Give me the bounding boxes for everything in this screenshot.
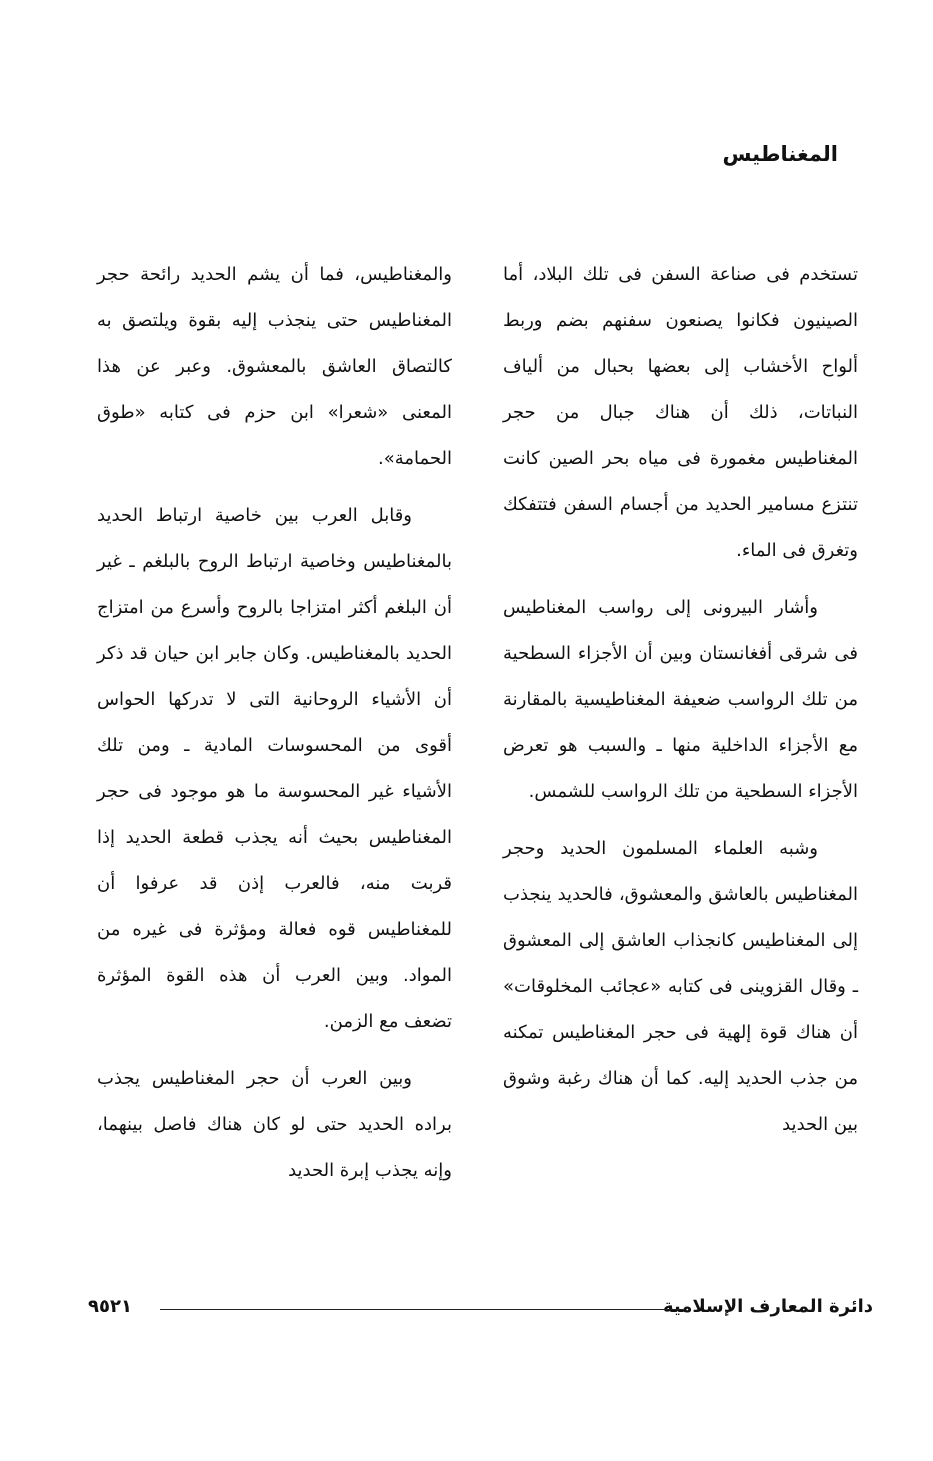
paragraph: وأشار البيرونى إلى رواسب المغناطيس فى شرقى أفغانستان وبين أن الأجزاء السطحية من تلك الرواسب ضعيفة المغناطيسية بالمقارنة مع الأجزاء الداخلية منها ـ والسبب هو تعرض الأجزاء السطحية من تلك الرواسب للشمس. [503, 597, 858, 802]
page-header-title: المغناطيس [722, 142, 838, 166]
text-column-right [503, 252, 858, 1148]
footer-divider [160, 1309, 683, 1310]
text-column-left [97, 252, 452, 1194]
paragraph: تستخدم فى صناعة السفن فى تلك البلاد، أما الصينيون فكانوا يصنعون سفنهم بضم وربط ألواح الأخشاب إلى بعضها بحبال من ألياف النباتات، ذلك أن هناك جبال من حجر المغناطيس مغمورة فى مياه بحر الصين كانت تنتزع مسامير الحديد من أجسام السفن فتتفكك وتغرق فى الماء. [503, 264, 858, 561]
paragraph: وقابل العرب بين خاصية ارتباط الحديد بالمغناطيس وخاصية ارتباط الروح بالبلغم ـ غير أن البلغم أكثر امتزاجا بالروح وأسرع من امتزاج الحديد بالمغناطيس. وكان جابر ابن حيان قد ذكر أن الأشياء الروحانية التى لا تدركها الحواس أقوى من المحسوسات المادية ـ ومن تلك الأشياء غير المحسوسة ما هو موجود فى حجر المغناطيس بحيث أنه يجذب قطعة الحديد إذا قربت منه، فالعرب إذن قد عرفوا أن للمغناطيس قوه فعالة ومؤثرة فى غيره من المواد. وبين العرب أن هذه القوة المؤثرة تضعف مع الزمن. [97, 505, 452, 1032]
page-footer [88, 1296, 873, 1320]
paragraph: وبين العرب أن حجر المغناطيس يجذب براده الحديد حتى لو كان هناك فاصل بينهما، وإنه يجذب إبرة الحديد [97, 1068, 452, 1181]
page-number: ٩٥٢١ [88, 1296, 132, 1317]
encyclopedia-title: دائرة المعارف الإسلامية [662, 1296, 873, 1317]
paragraph: والمغناطيس، فما أن يشم الحديد رائحة حجر المغناطيس حتى ينجذب إليه بقوة ويلتصق به كالتصاق العاشق بالمعشوق. وعبر عن هذا المعنى «شعرا» ابن حزم فى كتابه «طوق الحمامة». [97, 264, 452, 469]
paragraph: وشبه العلماء المسلمون الحديد وحجر المغناطيس بالعاشق والمعشوق، فالحديد ينجذب إلى المغناطيس كانجذاب العاشق إلى المعشوق ـ وقال القزوينى فى كتابه «عجائب المخلوقات» أن هناك قوة إلهية فى حجر المغناطيس تمكنه من جذب الحديد إليه. كما أن هناك رغبة وشوق بين الحديد [503, 838, 858, 1135]
